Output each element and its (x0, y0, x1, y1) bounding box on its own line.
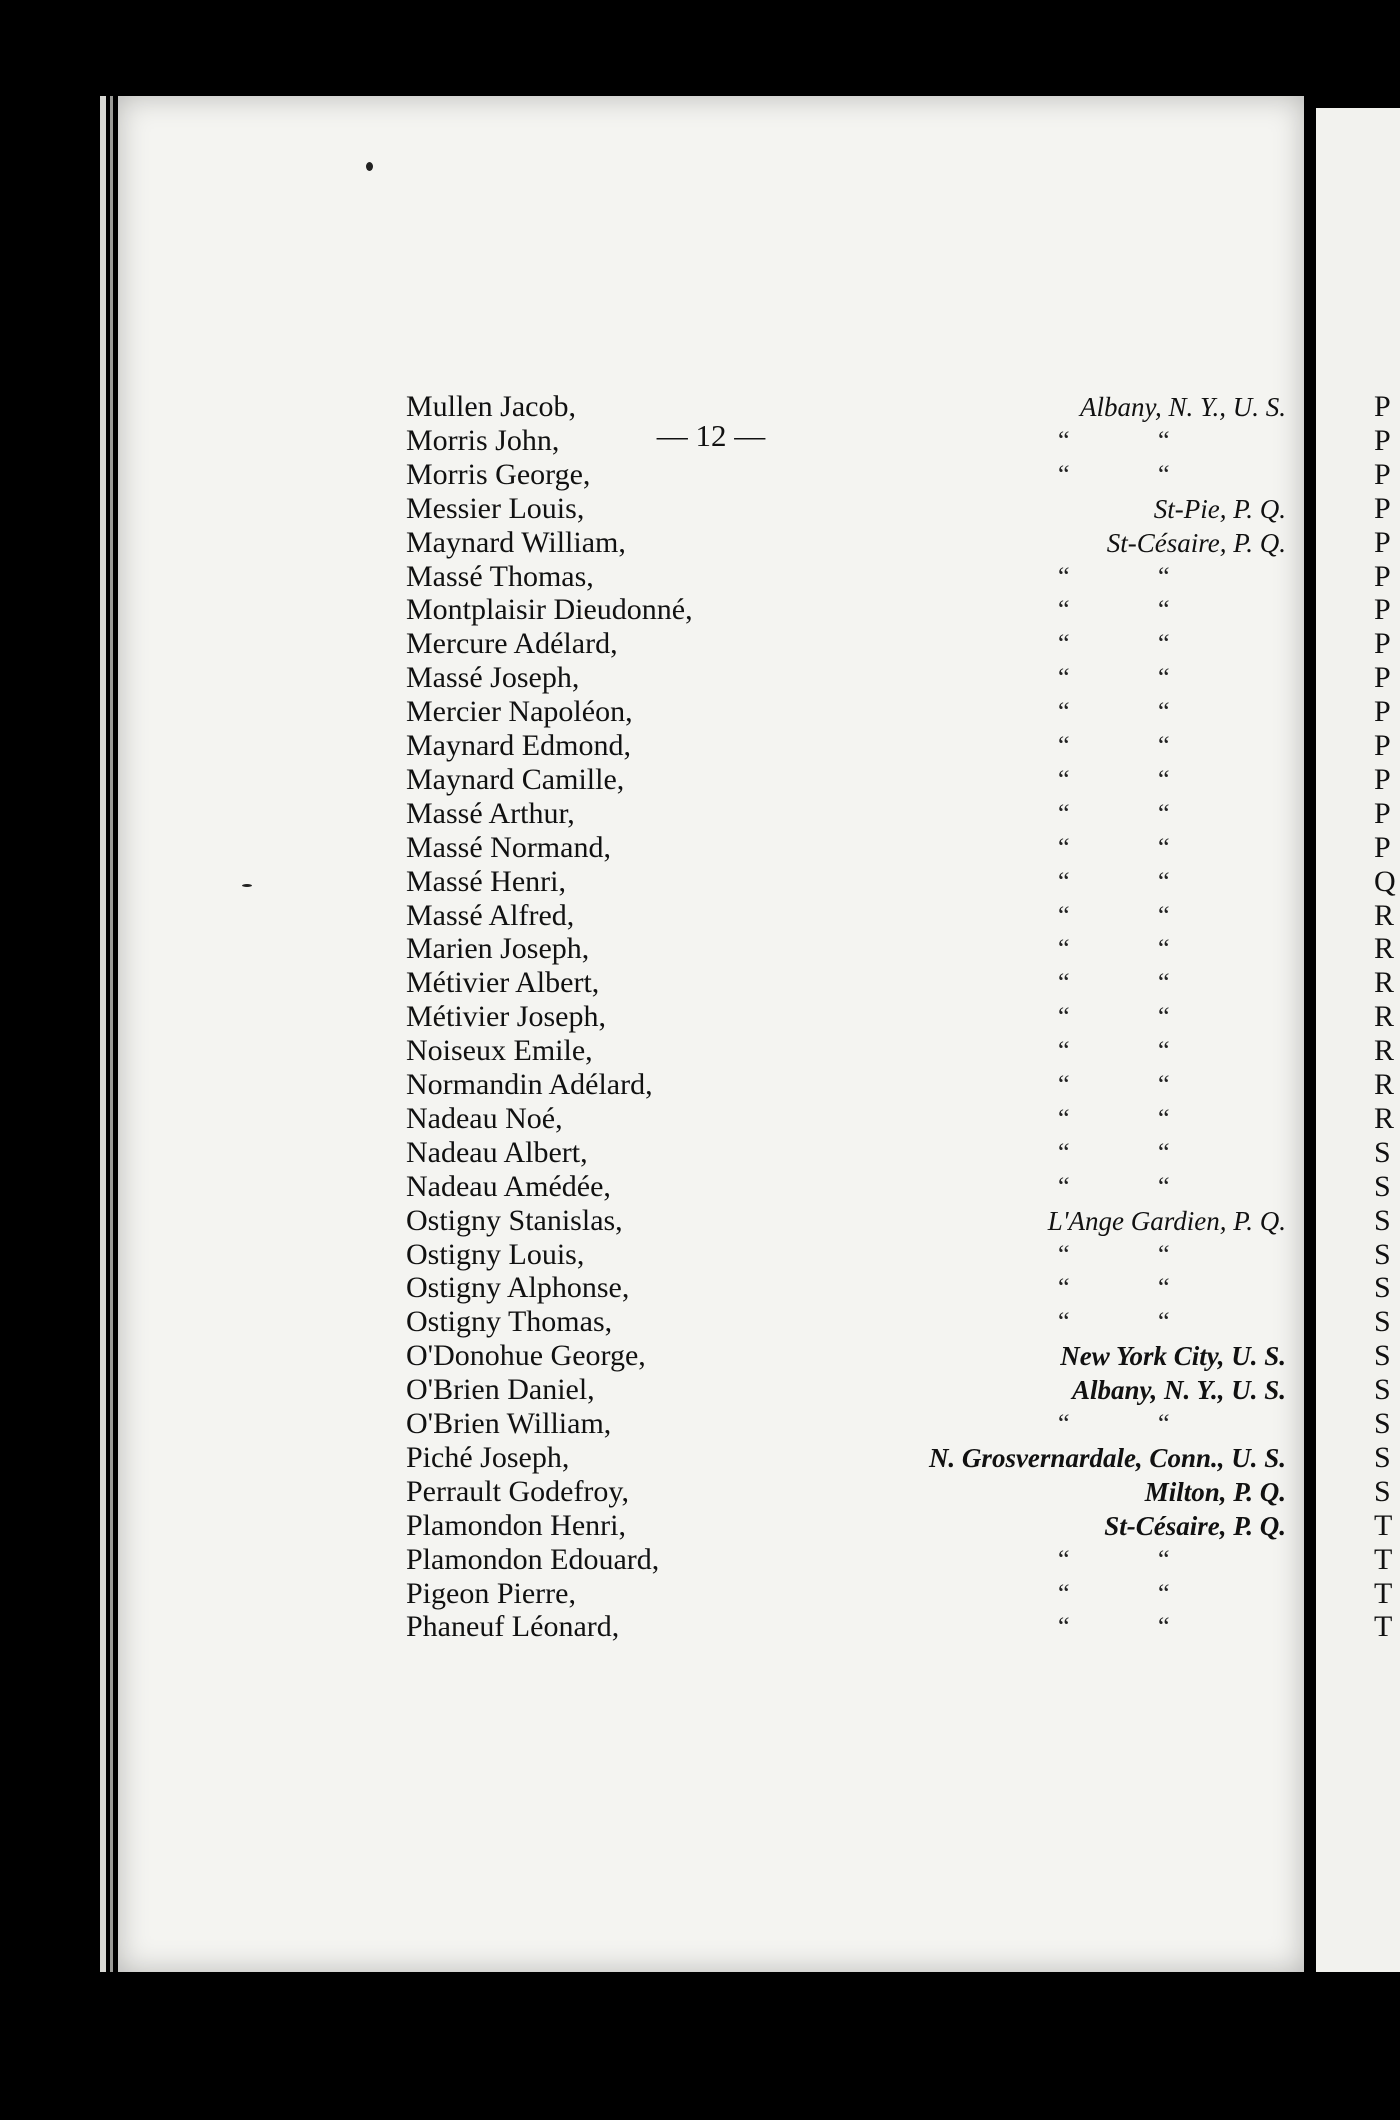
facing-page-letter: S (1374, 1407, 1391, 1440)
residence: Albany, N. Y., U. S. (1071, 1375, 1286, 1406)
ditto-mark: “ (1058, 832, 1070, 862)
list-item (118, 797, 1304, 831)
ditto-mark: “ (1158, 764, 1170, 794)
person-name: Massé Normand, (406, 830, 611, 864)
list-item (118, 526, 1304, 560)
person-name: Métivier Albert, (406, 966, 600, 1000)
facing-page-letter: P (1374, 423, 1391, 457)
facing-page-letter: P (1374, 559, 1391, 593)
person-name: Mercure Adélard, (406, 627, 618, 661)
ditto-mark: “ (1058, 1544, 1070, 1574)
facing-page-letter: S (1374, 1305, 1391, 1339)
facing-page-letter: P (1374, 525, 1391, 559)
facing-page-letter: P (1374, 762, 1391, 796)
person-name: Massé Henri, (406, 864, 566, 898)
list-item (118, 831, 1304, 865)
ditto-mark: “ (1058, 561, 1070, 591)
facing-page-letter: S (1374, 1271, 1391, 1305)
list-item (118, 1407, 1304, 1441)
list-item (118, 899, 1304, 933)
list-item (118, 1238, 1304, 1272)
ditto-mark: “ (1158, 561, 1170, 591)
ditto-mark: “ (1158, 934, 1170, 964)
list-item (118, 932, 1304, 966)
ditto-mark: “ (1058, 1137, 1070, 1167)
person-name: Morris George, (406, 457, 591, 491)
ditto-mark: “ (1058, 900, 1070, 930)
list-item (118, 1068, 1304, 1102)
ditto-mark: “ (1058, 798, 1070, 828)
list-item (118, 1204, 1304, 1238)
ditto-mark: “ (1158, 866, 1170, 896)
facing-page-letter: S (1374, 1237, 1391, 1271)
facing-page-letter: S (1374, 1474, 1391, 1508)
facing-page-letter: P (1374, 729, 1391, 762)
facing-page-letter: T (1374, 1610, 1393, 1644)
person-name: O'Brien William, (406, 1407, 612, 1440)
binding-edge (100, 96, 106, 1972)
ditto-mark: “ (1158, 1239, 1170, 1269)
person-name: Massé Arthur, (406, 796, 575, 830)
facing-page-letter: Q (1374, 864, 1396, 898)
person-name: Maynard William, (406, 525, 626, 559)
person-name: Nadeau Amédée, (406, 1169, 611, 1203)
ditto-mark: “ (1158, 1070, 1170, 1099)
ditto-mark: “ (1158, 1273, 1170, 1303)
list-item (118, 1271, 1304, 1305)
list-item (118, 1305, 1304, 1339)
facing-page-edge (1316, 108, 1400, 1972)
list-item (118, 966, 1304, 1000)
ditto-mark: “ (1058, 1002, 1070, 1032)
list-item (118, 1577, 1304, 1611)
person-name: Métivier Joseph, (406, 1000, 606, 1034)
list-item (118, 458, 1304, 492)
facing-page-letter: R (1374, 898, 1395, 932)
list-item (118, 1000, 1304, 1034)
list-item (118, 1339, 1304, 1373)
binding-edge-inner (110, 96, 113, 1972)
residence: New York City, U. S. (1060, 1341, 1286, 1372)
list-item (118, 593, 1304, 627)
person-name: Marien Joseph, (406, 932, 590, 966)
facing-page-letter: R (1374, 1101, 1395, 1135)
dust-speck (366, 162, 373, 171)
list-item (118, 1543, 1304, 1577)
facing-page-letter: P (1374, 661, 1391, 695)
list-item (118, 627, 1304, 661)
list-item (118, 1509, 1304, 1543)
ditto-mark: “ (1058, 1070, 1070, 1099)
person-name: Ostigny Stanislas, (406, 1203, 623, 1237)
page-number: — 12 — (656, 418, 766, 453)
residence: Albany, N. Y., U. S. (1079, 392, 1286, 422)
ditto-mark: “ (1158, 1307, 1170, 1337)
facing-page-letter: R (1374, 1000, 1395, 1034)
ditto-mark: “ (1158, 1137, 1170, 1167)
ditto-mark: “ (1158, 1103, 1170, 1133)
facing-page-letter: R (1374, 966, 1395, 1000)
person-name: Maynard Edmond, (406, 729, 631, 762)
person-name: Massé Joseph, (406, 661, 580, 695)
facing-page-letter: R (1374, 1068, 1395, 1101)
ditto-mark: “ (1158, 1544, 1170, 1574)
person-name: Massé Alfred, (406, 898, 575, 932)
person-name: Perrault Godefroy, (406, 1474, 629, 1508)
facing-page-letter: R (1374, 1034, 1395, 1068)
facing-page-letter: P (1374, 457, 1391, 491)
ditto-mark: “ (1158, 595, 1170, 625)
ditto-mark: “ (1158, 832, 1170, 862)
person-name: Plamondon Edouard, (406, 1542, 660, 1576)
ditto-mark: “ (1158, 459, 1170, 489)
list-item (118, 695, 1304, 729)
ditto-mark: “ (1058, 629, 1070, 659)
person-name: Ostigny Thomas, (406, 1305, 613, 1339)
facing-page-letter: S (1374, 1203, 1391, 1237)
person-name: Piché Joseph, (406, 1440, 570, 1474)
document-page (118, 96, 1304, 1972)
list-item (118, 1136, 1304, 1170)
residence: St-Césaire, P. Q. (1104, 1510, 1286, 1541)
list-item (118, 763, 1304, 797)
list-item (118, 1034, 1304, 1068)
ditto-mark: “ (1158, 1409, 1170, 1438)
list-item (118, 1102, 1304, 1136)
list-item (118, 1170, 1304, 1204)
ditto-mark: “ (1058, 459, 1070, 489)
facing-page-letter: T (1374, 1508, 1393, 1542)
ditto-mark: “ (1058, 968, 1070, 998)
ditto-mark: “ (1158, 629, 1170, 659)
ditto-mark: “ (1158, 798, 1170, 828)
list-item (118, 865, 1304, 899)
person-name: Montplaisir Dieudonné, (406, 593, 693, 627)
list-item (118, 390, 1304, 424)
ditto-mark: “ (1058, 866, 1070, 896)
ditto-mark: “ (1058, 1612, 1070, 1642)
facing-page-letter: T (1374, 1542, 1393, 1576)
facing-page-letter: P (1374, 830, 1391, 864)
person-name: Normandin Adélard, (406, 1068, 653, 1101)
ditto-mark: “ (1058, 934, 1070, 964)
list-item (118, 1373, 1304, 1407)
list-item (118, 424, 1304, 458)
person-name: Pigeon Pierre, (406, 1576, 576, 1610)
facing-page-letter: S (1374, 1339, 1391, 1373)
person-name: Messier Louis, (406, 491, 585, 525)
list-item (118, 560, 1304, 594)
ditto-mark: “ (1058, 1171, 1070, 1201)
person-name: Noiseux Emile, (406, 1034, 593, 1068)
residence: St-Césaire, P. Q. (1106, 527, 1286, 558)
person-name: O'Donohue George, (406, 1339, 646, 1373)
facing-page-letter: S (1374, 1440, 1391, 1474)
list-item (118, 1610, 1304, 1644)
ditto-mark: “ (1058, 1409, 1070, 1438)
person-name: Maynard Camille, (406, 762, 625, 796)
ditto-mark: “ (1058, 663, 1070, 693)
person-name: Mullen Jacob, (406, 390, 576, 423)
facing-page-letter: T (1374, 1576, 1393, 1610)
residence: St-Pie, P. Q. (1153, 493, 1286, 524)
ditto-mark: “ (1158, 663, 1170, 693)
ditto-mark: “ (1158, 425, 1170, 455)
ditto-mark: “ (1058, 764, 1070, 794)
facing-page-letter: S (1374, 1169, 1391, 1203)
facing-page-letter: P (1374, 593, 1391, 627)
ditto-mark: “ (1058, 1239, 1070, 1269)
ditto-mark: “ (1058, 697, 1070, 727)
facing-page-letter: P (1374, 627, 1391, 661)
facing-page-letter: P (1374, 695, 1391, 729)
ditto-mark: “ (1158, 968, 1170, 998)
person-name: Ostigny Alphonse, (406, 1271, 630, 1305)
person-name: Mercier Napoléon, (406, 695, 633, 729)
person-name: Nadeau Noé, (406, 1101, 563, 1135)
ditto-mark: “ (1158, 1578, 1170, 1608)
residence: Milton, P. Q. (1144, 1476, 1286, 1507)
ditto-mark: “ (1158, 900, 1170, 930)
ditto-mark: “ (1058, 425, 1070, 455)
person-name: Massé Thomas, (406, 559, 594, 593)
list-item (118, 729, 1304, 763)
facing-page-letter: R (1374, 932, 1395, 966)
facing-page-letter: P (1374, 491, 1391, 525)
ditto-mark: “ (1058, 595, 1070, 625)
list-item (118, 661, 1304, 695)
facing-page-letter: S (1374, 1373, 1391, 1407)
list-item (118, 1441, 1304, 1475)
facing-page-letter: P (1374, 796, 1391, 830)
person-name: Ostigny Louis, (406, 1237, 585, 1271)
ditto-mark: “ (1158, 1171, 1170, 1201)
ditto-mark: “ (1158, 1002, 1170, 1032)
person-name: Nadeau Albert, (406, 1135, 588, 1169)
ditto-mark: “ (1158, 697, 1170, 727)
facing-page-letter: S (1374, 1135, 1391, 1169)
ditto-mark: “ (1158, 1036, 1170, 1066)
residence: N. Grosvernardale, Conn., U. S. (928, 1442, 1286, 1473)
facing-page-letter: P (1374, 390, 1391, 423)
ditto-mark: “ (1158, 731, 1170, 760)
list-item (118, 1475, 1304, 1509)
residence: L'Ange Gardien, P. Q. (1047, 1205, 1286, 1236)
ditto-mark: “ (1158, 1612, 1170, 1642)
person-name: Plamondon Henri, (406, 1508, 626, 1542)
ditto-mark: “ (1058, 1103, 1070, 1133)
ditto-mark: “ (1058, 731, 1070, 760)
person-name: O'Brien Daniel, (406, 1373, 595, 1407)
ditto-mark: “ (1058, 1578, 1070, 1608)
person-name: Morris John, (406, 423, 560, 457)
ditto-mark: “ (1058, 1307, 1070, 1337)
ditto-mark: “ (1058, 1273, 1070, 1303)
ditto-mark: “ (1058, 1036, 1070, 1066)
person-name: Phaneuf Léonard, (406, 1610, 620, 1644)
dust-speck (242, 884, 252, 887)
list-item (118, 492, 1304, 526)
